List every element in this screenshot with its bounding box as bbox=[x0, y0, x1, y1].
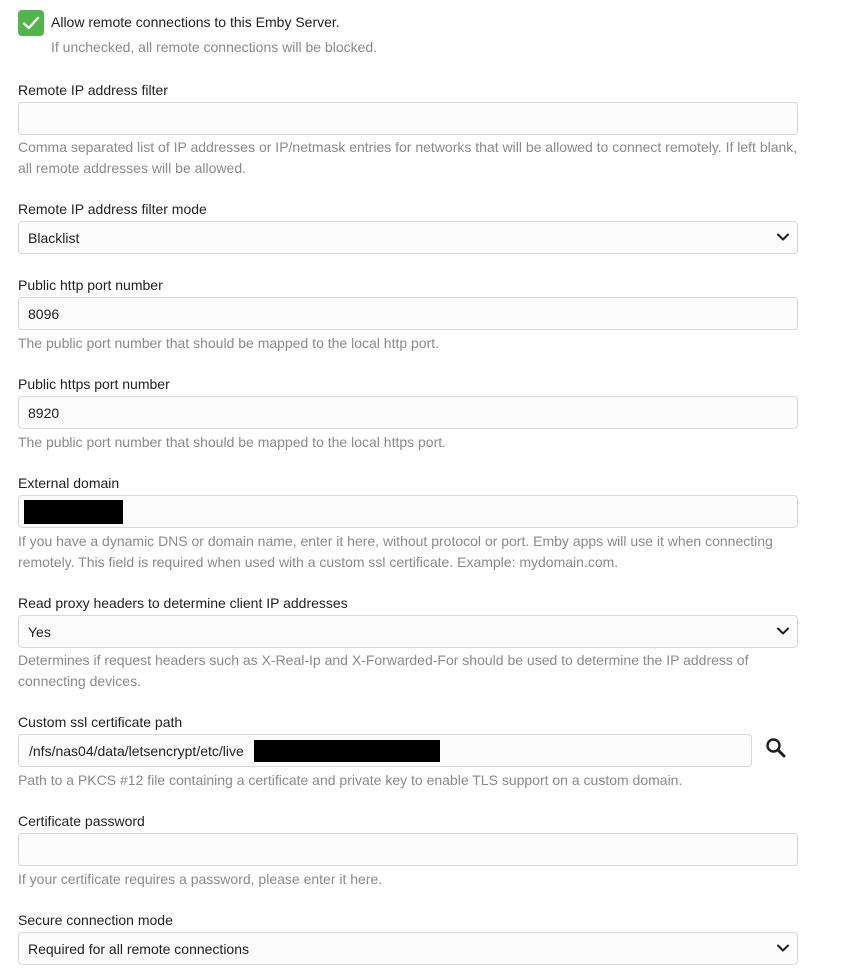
http-port-value: 8096 bbox=[28, 306, 60, 322]
https-port-description: The public port number that should be mapped to the local https port. bbox=[18, 434, 447, 450]
allow-remote-checkbox[interactable] bbox=[18, 10, 44, 36]
chevron-down-icon bbox=[776, 232, 790, 242]
ssl-cert-description: Path to a PKCS #12 file containing a certificate and private key to enable TLS support on a custom domain. bbox=[18, 772, 683, 788]
cert-password-description: If your certificate requires a password, please enter it here. bbox=[18, 871, 383, 887]
https-port-input[interactable] bbox=[18, 396, 798, 429]
secure-mode-select[interactable] bbox=[18, 932, 798, 965]
ip-filter-input[interactable] bbox=[18, 102, 798, 135]
secure-mode-label: Secure connection mode bbox=[18, 912, 173, 928]
ip-filter-mode-select[interactable] bbox=[18, 221, 798, 254]
http-port-label: Public http port number bbox=[18, 277, 163, 293]
https-port-label: Public https port number bbox=[18, 376, 170, 392]
ssl-cert-browse-button[interactable] bbox=[760, 735, 790, 761]
chevron-down-icon bbox=[776, 626, 790, 636]
external-domain-description: If you have a dynamic DNS or domain name, enter it here, without protocol or port. Emby apps will use it when connecting remotely. This field is required when used with a custom ssl certificate. Example: mydomain.com. bbox=[18, 533, 773, 570]
proxy-headers-description: Determines if request headers such as X-Real-Ip and X-Forwarded-For should be used to determine the IP address of connecting devices. bbox=[18, 652, 749, 689]
http-port-input[interactable] bbox=[18, 297, 798, 330]
proxy-headers-value: Yes bbox=[28, 624, 51, 640]
chevron-down-icon bbox=[776, 943, 790, 953]
checkmark-icon bbox=[22, 15, 40, 31]
external-domain-input[interactable] bbox=[18, 495, 798, 528]
search-icon bbox=[765, 737, 787, 759]
redacted-block bbox=[254, 740, 440, 762]
ip-filter-mode-label: Remote IP address filter mode bbox=[18, 201, 207, 217]
proxy-headers-select[interactable] bbox=[18, 615, 798, 648]
ssl-cert-label: Custom ssl certificate path bbox=[18, 714, 183, 730]
redacted-block bbox=[24, 500, 123, 524]
secure-mode-value: Required for all remote connections bbox=[28, 941, 250, 957]
allow-remote-description: If unchecked, all remote connections will be blocked. bbox=[51, 39, 378, 55]
external-domain-label: External domain bbox=[18, 475, 120, 491]
ssl-cert-value: /nfs/nas04/data/letsencrypt/etc/live bbox=[29, 743, 244, 759]
ip-filter-label: Remote IP address filter bbox=[18, 82, 168, 98]
proxy-headers-label: Read proxy headers to determine client IP addresses bbox=[18, 595, 348, 611]
ip-filter-mode-value: Blacklist bbox=[28, 230, 80, 246]
http-port-description: The public port number that should be mapped to the local http port. bbox=[18, 335, 440, 351]
cert-password-label: Certificate password bbox=[18, 813, 145, 829]
ip-filter-description: Comma separated list of IP addresses or IP/netmask entries for networks that will be allowed to connect remotely. If left blank, all remote addresses will be allowed. bbox=[18, 139, 798, 176]
ssl-cert-input[interactable] bbox=[18, 734, 752, 767]
cert-password-input[interactable] bbox=[18, 833, 798, 866]
allow-remote-label[interactable]: Allow remote connections to this Emby Server. bbox=[51, 14, 340, 30]
https-port-value: 8920 bbox=[28, 405, 60, 421]
